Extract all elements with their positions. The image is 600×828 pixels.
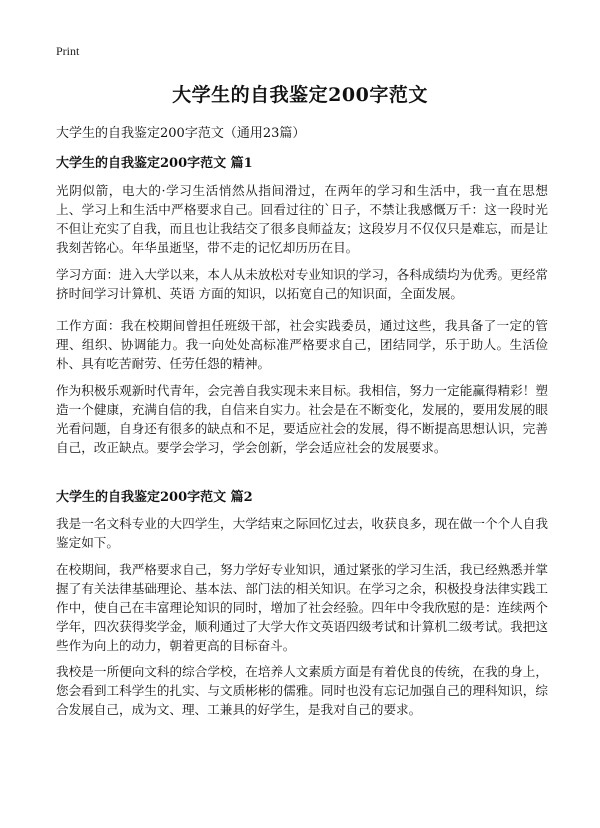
paragraph: 学习方面：进入大学以来，本人从未放松对专业知识的学习，各科成绩均为优秀。更经常挤时间学习计算机、英语 方面的知识，以拓宽自己的知识面，全面发展。 bbox=[56, 267, 548, 301]
page-title: 大学生的自我鉴定200字范文 bbox=[172, 84, 428, 106]
paragraph: 光阴似箭，电大的·学习生活悄然从指间滑过，在两年的学习和生活中，我一直在思想上、学习上和生活中严格要求自己。回看过往的`日子，不禁让我感慨万千：这一段时光不但让充实了自我，而且也让我结交了很多良师益友；这段岁月不仅仅只是难忘，而是让我刻苦铭心。年华虽逝坚，带不走的记忆却历历在目。 bbox=[56, 183, 548, 255]
paragraph: 在校期间，我严格要求自己，努力学好专业知识，通过紧张的学习生活，我已经熟悉并掌握了有关法律基础理论、基本法、部门法的相关知识。在学习之余，积极投身法律实践工作中，使自己在丰富理论知识的同时，增加了社会经验。四年中令我欣慰的是：连续两个学年，四次获得奖学金，顺利通过了大学大作文英语四级考试和计算机二级考试。我把这些作为向上的动力，朝着更高的目标奋斗。 bbox=[56, 562, 548, 653]
print-link[interactable]: Print bbox=[56, 44, 80, 58]
document-subtitle: 大学生的自我鉴定200字范文（通用23篇） bbox=[56, 126, 306, 141]
paragraph: 我是一名文科专业的大四学生，大学结束之际回忆过去，收获良多，现在做一个个人自我鉴定如下。 bbox=[56, 516, 548, 550]
paragraph: 作为积极乐观新时代青年，会完善自我实现未来目标。我相信，努力一定能赢得精彩！塑造一个健康，充满自信的我，自信来自实力。社会是在不断变化，发展的，要用发展的眼光看问题，自身还有很多的缺点和不足，要适应社会的发展，得不断提高思想认识，完善自己，改正缺点。要学会学习，学会创新，学会适应社会的发展要求。 bbox=[56, 383, 548, 455]
paragraph: 我校是一所便向文科的综合学校，在培养人文素质方面是有着优良的传统，在我的身上，您会看到工科学生的扎实、与文质彬彬的儒雅。同时也没有忘记加强自己的理科知识，综合发展自己，成为文、理、工兼具的好学生，是我对自己的要求。 bbox=[56, 664, 548, 717]
paragraph: 工作方面：我在校期间曾担任班级干部，社会实践委员，通过这些，我具备了一定的管理、组织、协调能力。我一向处处高标准严格要求自己，团结同学，乐于助人。生活俭朴、具有吃苦耐劳、任劳任怨的精神。 bbox=[56, 318, 548, 371]
section-heading: 大学生的自我鉴定200字范文 篇1 bbox=[56, 156, 253, 171]
section-heading: 大学生的自我鉴定200字范文 篇2 bbox=[56, 490, 253, 505]
